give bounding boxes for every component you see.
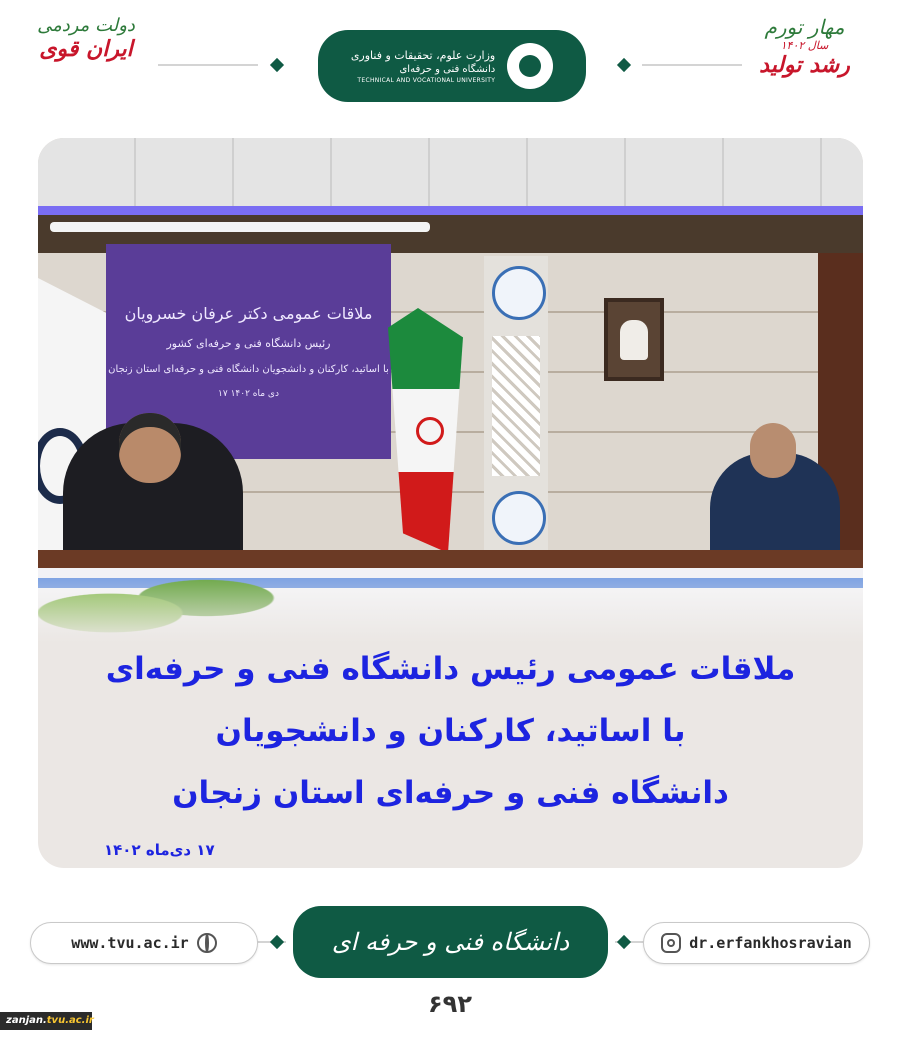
news-card <box>38 138 863 868</box>
light-tube <box>50 222 430 232</box>
website-url: www.tvu.ac.ir <box>71 934 189 952</box>
headline-line-1: ملاقات عمومی رئیس دانشگاه فنی و حرفه‌ای <box>105 651 796 687</box>
footer-banner-text: دانشگاه فنی و حرفه ای <box>331 928 570 956</box>
website-link[interactable] <box>30 922 258 964</box>
watermark-domain: tvu.ac.ir <box>46 1015 94 1026</box>
news-headline <box>38 638 863 824</box>
slogan-left-red: ایران قوی <box>39 36 133 62</box>
headline-line-3: دانشگاه فنی و حرفه‌ای استان زنجان <box>172 775 729 811</box>
tvu-logo-icon <box>507 43 553 89</box>
slogan-right-green: مهار تورم <box>764 15 845 39</box>
watermark-prefix: zanjan. <box>6 1015 47 1026</box>
globe-icon <box>197 933 217 953</box>
ceiling-light-strip <box>38 206 863 215</box>
diamond-ornament <box>617 935 631 949</box>
slogan-right <box>752 15 857 125</box>
decorative-pillar <box>484 256 548 551</box>
slogan-right-red: رشد تولید <box>759 52 850 78</box>
header-divider-left <box>158 64 258 66</box>
banner-subtitle: رئیس دانشگاه فنی و حرفه‌ای کشور <box>166 337 331 350</box>
footer-university-banner <box>293 906 608 978</box>
headline-line-2: با اساتید، کارکنان و دانشجویان <box>215 713 686 749</box>
person-seated-right <box>710 453 840 563</box>
banner-date: ۱۷ دی ماه ۱۴۰۲ <box>218 389 279 399</box>
logo-ministry-text: وزارت علوم، تحقیقات و فناوری <box>350 48 496 62</box>
instagram-link[interactable] <box>643 922 870 964</box>
slogan-right-year: سال ۱۴۰۲ <box>780 39 829 52</box>
diamond-ornament <box>617 58 631 72</box>
post-number: ۶۹۲ <box>428 990 472 1018</box>
photo-fade <box>38 578 863 643</box>
header-divider-right <box>642 64 742 66</box>
ceiling <box>38 138 863 213</box>
banner-title: ملاقات عمومی دکتر عرفان خسرویان <box>124 304 373 323</box>
diamond-ornament <box>270 58 284 72</box>
slogan-left <box>30 15 142 125</box>
university-logo-banner <box>318 30 586 102</box>
banner-audience: با اساتید، کارکنان و دانشجویان دانشگاه فنی و حرفه‌ای استان زنجان <box>108 364 389 375</box>
emblem-icon <box>492 491 546 545</box>
wall-portrait <box>604 298 664 381</box>
news-date: ۱۷ دی‌ماه ۱۴۰۲ <box>104 841 215 859</box>
logo-university-text: دانشگاه فنی و حرفه‌ای <box>399 63 496 75</box>
lattice-pattern <box>492 336 540 476</box>
slogan-left-green: دولت مردمی <box>37 15 135 36</box>
site-watermark <box>0 1012 92 1030</box>
instagram-icon <box>661 933 681 953</box>
emblem-icon <box>492 266 546 320</box>
instagram-handle: dr.erfankhosravian <box>689 934 852 952</box>
diamond-ornament <box>270 935 284 949</box>
logo-english-text: TECHNICAL AND VOCATIONAL UNIVERSITY <box>357 76 496 84</box>
meeting-photo <box>38 138 863 643</box>
